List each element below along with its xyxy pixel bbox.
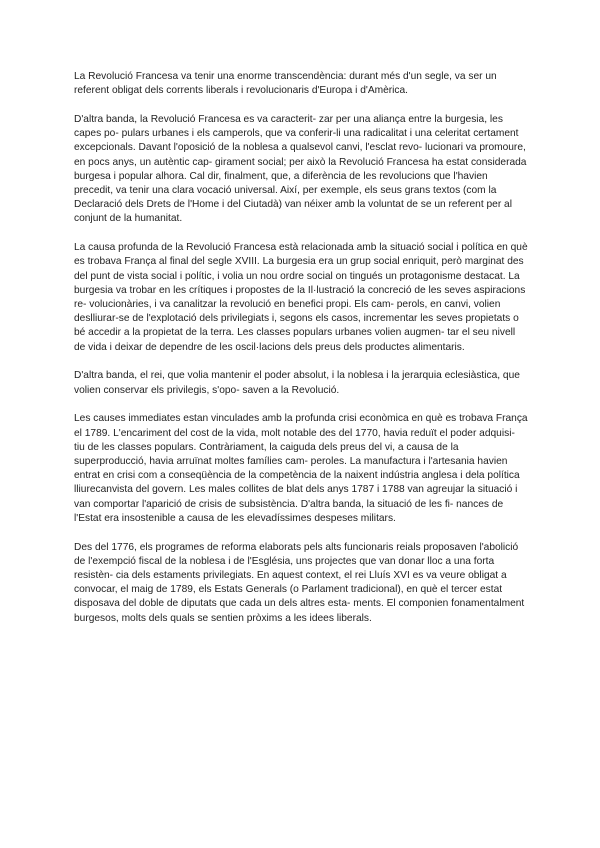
paragraph-deep-cause: La causa profunda de la Revolució Francesa està relacionada amb la situació social i política en què es trobava França al final del segle XVIII. La burgesia era un grup social enriquit, però marginat des del punt de vista social i polític, i volia un nou ordre social on tingués un protagonisme destacat. La burgesia va trobar en les crítiques i propostes de la Il·lustració la concreció de les seves aspiracions re- volucionàries, i va canalitzar la revolució en benefici propi. Els cam- perols, en canvi, volien deslliurar-se de l'explotació dels privilegiats i, segons els casos, incrementar les seves propietats o bé accedir a la propietat de la terra. Les classes populars urbanes volien augmen- tar el seu nivell de vida i deixar de dependre de les oscil·lacions dels preus dels productes alimentaris.: [74, 242, 528, 353]
paragraph-reforms: Des del 1776, els programes de reforma elaborats pels alts funcionaris reials proposaven l'abolició de l'exempció fiscal de la noblesa i de l'Església, uns projectes que van donar lloc a una forta resistèn- cia dels estaments privilegiats. En aquest context, el rei Lluís XVI es va veure obligat a convocar, el maig de 1789, els Estats Generals (o Parlament tradicional), en què el tercer estat disposava del doble de diputats que cada un dels altres esta- ments. El componien fonamentalment burgesos, molts dels quals se sentien pròxims a les idees liberals.: [74, 541, 525, 624]
paragraph-opposition: D'altra banda, el rei, que volia mantenir el poder absolut, i la noblesa i la jerarquia eclesiàstica, que volien conservar els privilegis, s'opo- saven a la Revolució.: [74, 370, 520, 396]
paragraph-intro: La Revolució Francesa va tenir una enorme transcendència: durant més d'un segle, va ser un referent obligat dels corrents liberals i revolucionaris d'Europa i d'Amèrica.: [74, 71, 497, 97]
paragraph-alliance: D'altra banda, la Revolució Francesa es va caracterit- zar per una aliança entre la burgesia, les capes po- pulars urbanes i els camperols, que va conferir-li una radicalitat i una celeritat certament excepcionals. Davant l'oposició de la noblesa a qualsevol canvi, l'esclat revo- lucionari va promoure, en pocs anys, un autèntic cap- girament social; per això la Revolució Francesa ha estat considerada burgesa i popular alhora. Cal dir, finalment, que, a diferència de les revolucions que l'havien precedit, va tenir una clara vocació universal. Així, per exemple, els seus grans textos (com la Declaració dels Drets de l'Home i del Ciutadà) van néixer amb la voluntat de se un referent per al conjunt de la humanitat.: [74, 114, 527, 225]
paragraph-immediate-causes: Les causes immediates estan vinculades amb la profunda crisi econòmica en què es trobava França el 1789. L'encariment del cost de la vida, molt notable des del 1770, havia reduït el poder adquisi- tiu de les classes populars. Contràriament, la caiguda dels preus del vi, a causa de la superproducció, havia arruïnat moltes famílies cam- peroles. La manufactura i l'artesania havien entrat en crisi com a conseqüència de la competència de la naixent indústria anglesa i dela política lliurecanvista del govern. Les males collites de blat dels anys 1787 i 1788 van agreujar la situació i van comportar l'aparició de crisis de subsistència. D'altra banda, la situació de les fi- nances de l'Estat era insostenible a causa de les elevadíssimes despeses militars.: [74, 413, 528, 524]
document-body: [74, 70, 528, 640]
